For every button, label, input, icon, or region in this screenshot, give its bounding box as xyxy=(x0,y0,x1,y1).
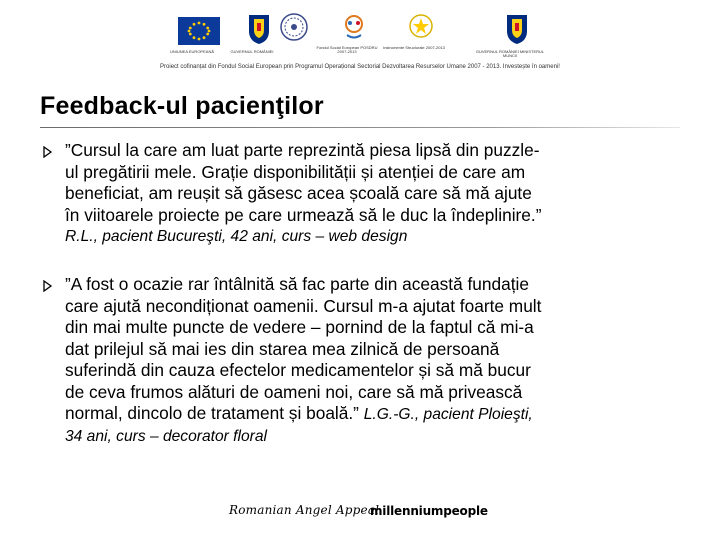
quote-line: ”A fost o ocazie rar întâlnită să fac parte din această fundație xyxy=(65,274,529,294)
quote-line: de ceva frumos alături de oameni noi, care să mă privească xyxy=(65,381,523,402)
ministry-crest-logo: GUVERNUL ROMÂNIEI MINISTERUL MUNCII xyxy=(489,13,545,58)
quote-line: dat prilejul să mai ies din starea mea zilnică de persoană xyxy=(65,338,500,359)
round-seal-logo xyxy=(279,12,309,47)
quote-line-end: normal, dincolo de tratament și boală.” xyxy=(65,403,359,423)
posdru-logo: Fondul Social European POSDRU 2007-2013 xyxy=(326,13,382,54)
posdru-icon xyxy=(339,13,369,41)
testimonial-2 xyxy=(65,274,705,447)
structural-instruments-logo: Instrumente Structurale 2007-2013 xyxy=(393,13,449,50)
testimonial-attribution-cont: 34 ani, curs – decorator floral xyxy=(65,427,267,445)
eu-flag-logo: UNIUNEA EUROPEANĂ xyxy=(171,17,227,54)
title-divider xyxy=(40,127,680,128)
triangle-bullet-icon xyxy=(42,146,54,158)
govt-crest-logo: GUVERNUL ROMÂNIEI xyxy=(231,13,287,54)
triangle-bullet-icon xyxy=(42,280,54,292)
quote-line: în viitoarele proiecte pe care urmează să le duc la îndeplinire.” xyxy=(65,204,542,225)
seal-icon xyxy=(279,12,309,42)
romanian-angel-appeal-logo: Romanian Angel Appeal xyxy=(229,503,380,517)
stars-icon xyxy=(405,13,437,41)
quote-line: din mai multe puncte de vedere – pornind de la faptul că mi-a xyxy=(65,317,534,337)
quote-line: ul pregătirii mele. Grație disponibilității și atenției de care am xyxy=(65,161,526,182)
eu-flag-icon xyxy=(178,17,220,45)
testimonial-attribution: L.G.-G., pacient Ploieşti, xyxy=(363,406,533,423)
coat-of-arms-icon xyxy=(504,13,530,45)
quote-line: care ajută necondiționat oamenii. Cursul m-a ajutat foarte mult xyxy=(65,295,542,316)
funding-note: Proiect cofinanțat din Fondul Social European prin Programul Operațional Sectorial Dezvoltarea Resurselor Umane 2007 - 2013. Investește în oameni! xyxy=(160,64,560,70)
millenniumpeople-logo: millenniumpeople xyxy=(370,504,488,518)
quote-line: suferindă din cauza efectelor medicamentelor și să mă bucur xyxy=(65,360,531,380)
coat-of-arms-icon xyxy=(246,13,272,45)
quote-line: beneficiat, am reușit să găsesc acea școală care să mă ajute xyxy=(65,183,532,203)
quote-line xyxy=(65,403,705,426)
slide-title: Feedback-ul pacienţilor xyxy=(40,92,324,120)
quote-line: ”Cursul la care am luat parte reprezintă piesa lipsă din puzzle- xyxy=(65,140,540,160)
testimonial-1 xyxy=(65,140,705,248)
testimonial-attribution: R.L., pacient Bucureşti, 42 ani, curs – web design xyxy=(65,228,408,245)
